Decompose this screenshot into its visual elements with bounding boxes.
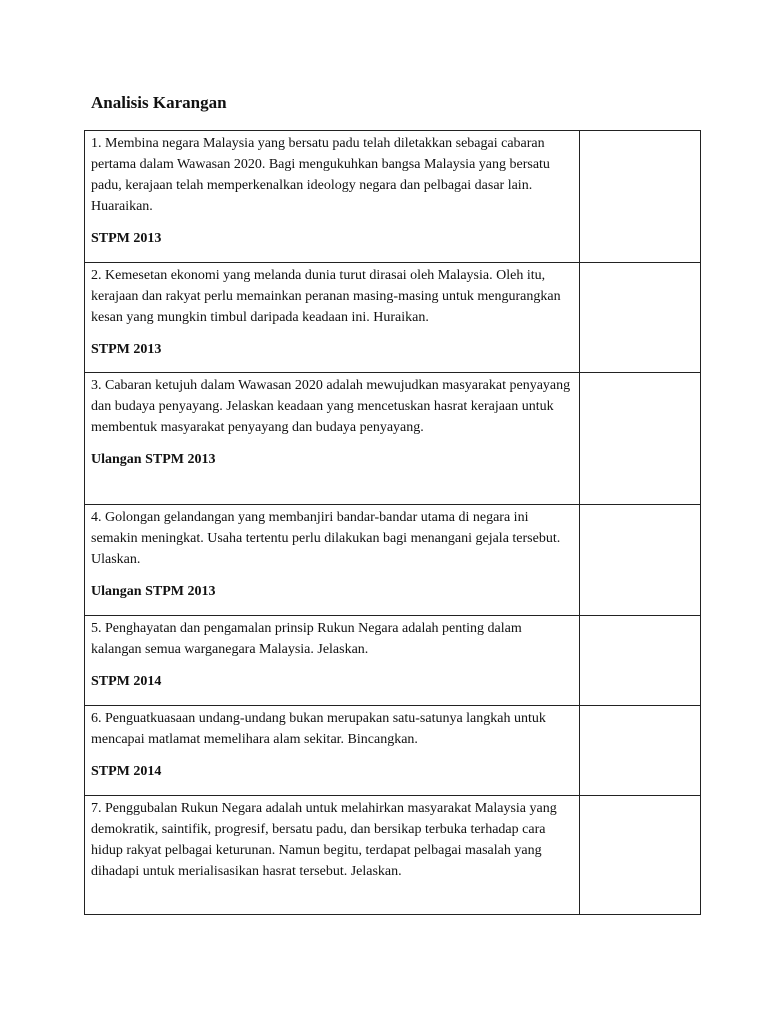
table-row — [85, 263, 701, 373]
question-source: STPM 2014 — [91, 674, 162, 689]
question-text: 7. Penggubalan Rukun Negara adalah untuk melahirkan masyarakat Malaysia yang demokratik, saintifik, progresif, bersatu padu, dan bersikap terbuka terhadap cara hidup rakyat pelbagai keturunan. Namun begitu, terdapat pelbagai masalah yang dihadapi untuk merialisasikan hasrat tersebut. Jelaskan. — [91, 801, 557, 879]
question-text: 4. Golongan gelandangan yang membanjiri bandar-bandar utama di negara ini semakin meningkat. Usaha tertentu perlu dilakukan bagi menangani gejala tersebut. Ulaskan. — [91, 510, 561, 567]
blank-cell — [580, 796, 701, 915]
question-text: 2. Kemesetan ekonomi yang melanda dunia turut dirasai oleh Malaysia. Oleh itu, kerajaan dan rakyat perlu memainkan peranan masing-masing untuk mengurangkan kesan yang mungkin timbul daripada keadaan ini. Huraikan. — [91, 268, 561, 325]
question-source: Ulangan STPM 2013 — [91, 584, 216, 599]
question-source: Ulangan STPM 2013 — [91, 452, 216, 467]
blank-cell — [580, 616, 701, 706]
blank-cell — [580, 373, 701, 505]
question-text: 6. Penguatkuasaan undang-undang bukan merupakan satu-satunya langkah untuk mencapai matlamat memelihara alam sekitar. Bincangkan. — [91, 711, 546, 747]
question-cell — [85, 505, 580, 616]
question-cell — [85, 373, 580, 505]
table-row — [85, 505, 701, 616]
question-cell — [85, 796, 580, 915]
table-row — [85, 373, 701, 505]
table-row — [85, 131, 701, 263]
question-text: 3. Cabaran ketujuh dalam Wawasan 2020 adalah mewujudkan masyarakat penyayang dan budaya penyayang. Jelaskan keadaan yang mencetuskan hasrat kerajaan untuk membentuk masyarakat penyayang dan budaya penyayang. — [91, 378, 571, 435]
question-source: STPM 2013 — [91, 231, 162, 246]
page-title: Analisis Karangan — [91, 93, 227, 112]
table-row — [85, 706, 701, 796]
blank-cell — [580, 505, 701, 616]
question-cell — [85, 616, 580, 706]
blank-cell — [580, 263, 701, 373]
question-source: STPM 2014 — [91, 764, 162, 779]
essay-question-table — [84, 130, 701, 915]
table-row — [85, 796, 701, 915]
question-source: STPM 2013 — [91, 342, 162, 357]
question-text: 5. Penghayatan dan pengamalan prinsip Rukun Negara adalah penting dalam kalangan semua warganegara Malaysia. Jelaskan. — [91, 621, 522, 657]
question-cell — [85, 706, 580, 796]
question-cell — [85, 131, 580, 263]
blank-cell — [580, 706, 701, 796]
blank-cell — [580, 131, 701, 263]
table-row — [85, 616, 701, 706]
question-cell — [85, 263, 580, 373]
question-text: 1. Membina negara Malaysia yang bersatu padu telah diletakkan sebagai cabaran pertama dalam Wawasan 2020. Bagi mengukuhkan bangsa Malaysia yang bersatu padu, kerajaan telah memperkenalkan ideology negara dan pelbagai dasar lain. Huaraikan. — [91, 136, 550, 214]
